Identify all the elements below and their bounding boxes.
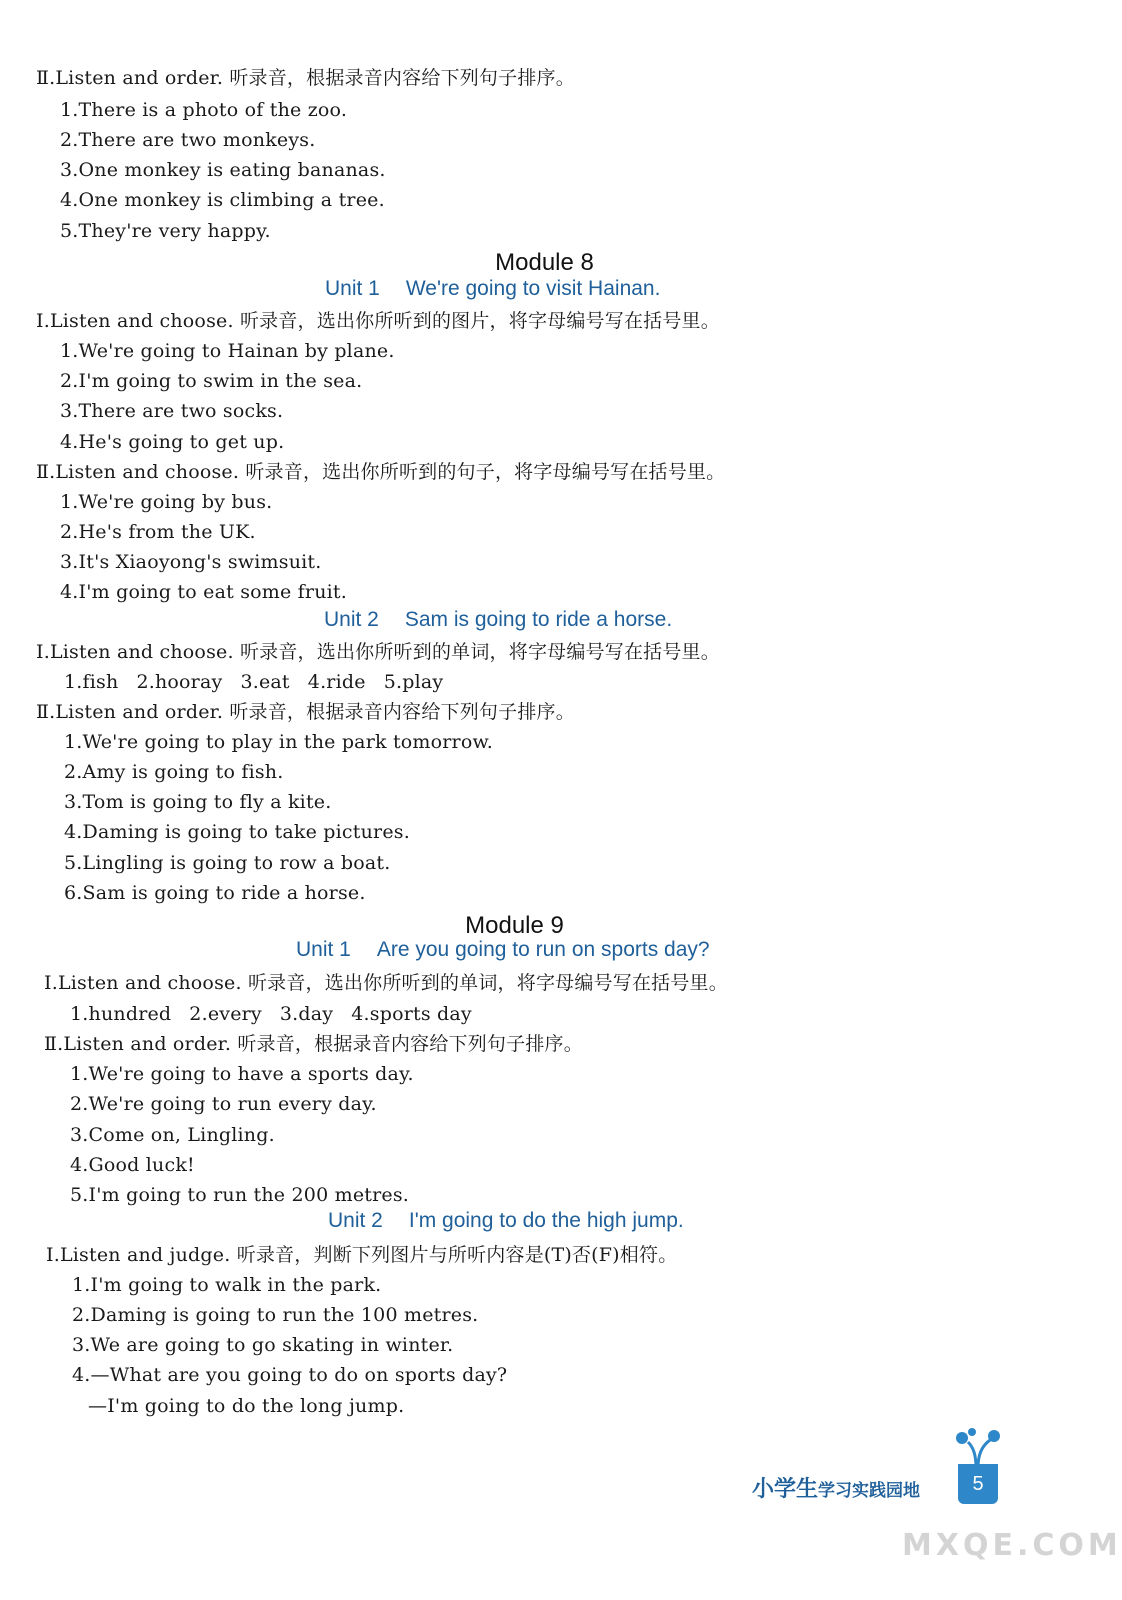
list-item: 3.We are going to go skating in winter. xyxy=(72,1334,454,1356)
module-title: Module 9 xyxy=(465,912,564,939)
list-item: 2.Daming is going to run the 100 metres. xyxy=(72,1304,479,1326)
section-heading: Ⅰ.Listen and choose. 听录音，选出你所听到的图片，将字母编号写在括号里。 xyxy=(36,310,720,332)
section-heading: Ⅱ.Listen and order. 听录音，根据录音内容给下列句子排序。 xyxy=(44,1033,583,1055)
list-item: 2.I'm going to swim in the sea. xyxy=(60,370,363,392)
unit-title: I'm going to do the high jump. xyxy=(408,1209,684,1232)
section-heading: Ⅰ.Listen and choose. 听录音，选出你所听到的单词，将字母编号写在括号里。 xyxy=(44,972,728,994)
word-list xyxy=(70,1002,490,1026)
unit-heading xyxy=(325,276,660,302)
word-list xyxy=(64,670,461,694)
word-item: 3.day xyxy=(279,1003,334,1025)
list-item: 4.I'm going to eat some fruit. xyxy=(60,581,347,603)
list-item: 1.I'm going to walk in the park. xyxy=(72,1274,382,1296)
unit-title: We're going to visit Hainan. xyxy=(405,277,661,300)
list-item: 1.There is a photo of the zoo. xyxy=(60,99,348,121)
unit-number: Unit 2 xyxy=(328,1209,383,1232)
page-footer xyxy=(752,1438,1122,1578)
list-item: 3.There are two socks. xyxy=(60,400,284,422)
unit-heading xyxy=(296,937,710,963)
word-item: 5.play xyxy=(383,671,444,693)
section-heading: Ⅰ.Listen and judge. 听录音，判断下列图片与所听内容是(T)否(F)相符。 xyxy=(46,1244,678,1266)
unit-number: Unit 2 xyxy=(324,608,379,631)
list-item: 5.I'm going to run the 200 metres. xyxy=(70,1184,410,1206)
list-item: 3.One monkey is eating bananas. xyxy=(60,159,386,181)
page-number: 5 xyxy=(958,1464,998,1504)
list-item: 2.Amy is going to fish. xyxy=(64,761,284,783)
section-heading: Ⅱ.Listen and order. 听录音，根据录音内容给下列句子排序。 xyxy=(36,67,575,89)
brand-title xyxy=(752,1472,920,1503)
list-item: 1.We're going to play in the park tomorrow. xyxy=(64,731,493,753)
list-item: 4.He's going to get up. xyxy=(60,431,285,453)
list-item: 5.They're very happy. xyxy=(60,220,271,242)
plant-sprout-icon xyxy=(950,1428,1006,1468)
list-item: 5.Lingling is going to row a boat. xyxy=(64,852,391,874)
unit-number: Unit 1 xyxy=(296,938,351,961)
word-item: 2.every xyxy=(189,1003,262,1025)
list-item: —I'm going to do the long jump. xyxy=(88,1395,405,1417)
list-item: 2.We're going to run every day. xyxy=(70,1093,377,1115)
unit-heading xyxy=(324,607,672,633)
list-item: 3.It's Xiaoyong's swimsuit. xyxy=(60,551,322,573)
word-item: 1.hundred xyxy=(70,1003,172,1025)
list-item: 2.He's from the UK. xyxy=(60,521,256,543)
section-heading: Ⅱ.Listen and order. 听录音，根据录音内容给下列句子排序。 xyxy=(36,701,575,723)
list-item: 3.Come on, Lingling. xyxy=(70,1124,275,1146)
brand-subtitle: 学习实践园地 xyxy=(818,1481,921,1501)
word-item: 2.hooray xyxy=(136,671,223,693)
list-item: 1.We're going to Hainan by plane. xyxy=(60,340,395,362)
list-item: 1.We're going to have a sports day. xyxy=(70,1063,414,1085)
brand-name: 小学生 xyxy=(752,1477,819,1502)
list-item: 2.There are two monkeys. xyxy=(60,129,316,151)
list-item: 4.Good luck! xyxy=(70,1154,195,1176)
list-item: 4.One monkey is climbing a tree. xyxy=(60,189,385,211)
list-item: 4.Daming is going to take pictures. xyxy=(64,821,410,843)
module-title: Module 8 xyxy=(495,249,594,276)
word-item: 1.fish xyxy=(64,671,119,693)
word-item: 3.eat xyxy=(240,671,290,693)
section-heading: Ⅰ.Listen and choose. 听录音，选出你所听到的单词，将字母编号写在括号里。 xyxy=(36,641,720,663)
list-item: 4.—What are you going to do on sports day? xyxy=(72,1364,508,1386)
section-heading: Ⅱ.Listen and choose. 听录音，选出你所听到的句子，将字母编号写在括号里。 xyxy=(36,461,726,483)
list-item: 3.Tom is going to fly a kite. xyxy=(64,791,332,813)
unit-number: Unit 1 xyxy=(325,277,380,300)
list-item: 6.Sam is going to ride a horse. xyxy=(64,882,366,904)
list-item: 1.We're going by bus. xyxy=(60,491,273,513)
watermark: MXQE.COM xyxy=(902,1528,1122,1563)
unit-heading xyxy=(328,1208,684,1234)
unit-title: Are you going to run on sports day? xyxy=(376,938,710,961)
unit-title: Sam is going to ride a horse. xyxy=(404,608,673,631)
word-item: 4.ride xyxy=(307,671,366,693)
word-item: 4.sports day xyxy=(351,1003,472,1025)
